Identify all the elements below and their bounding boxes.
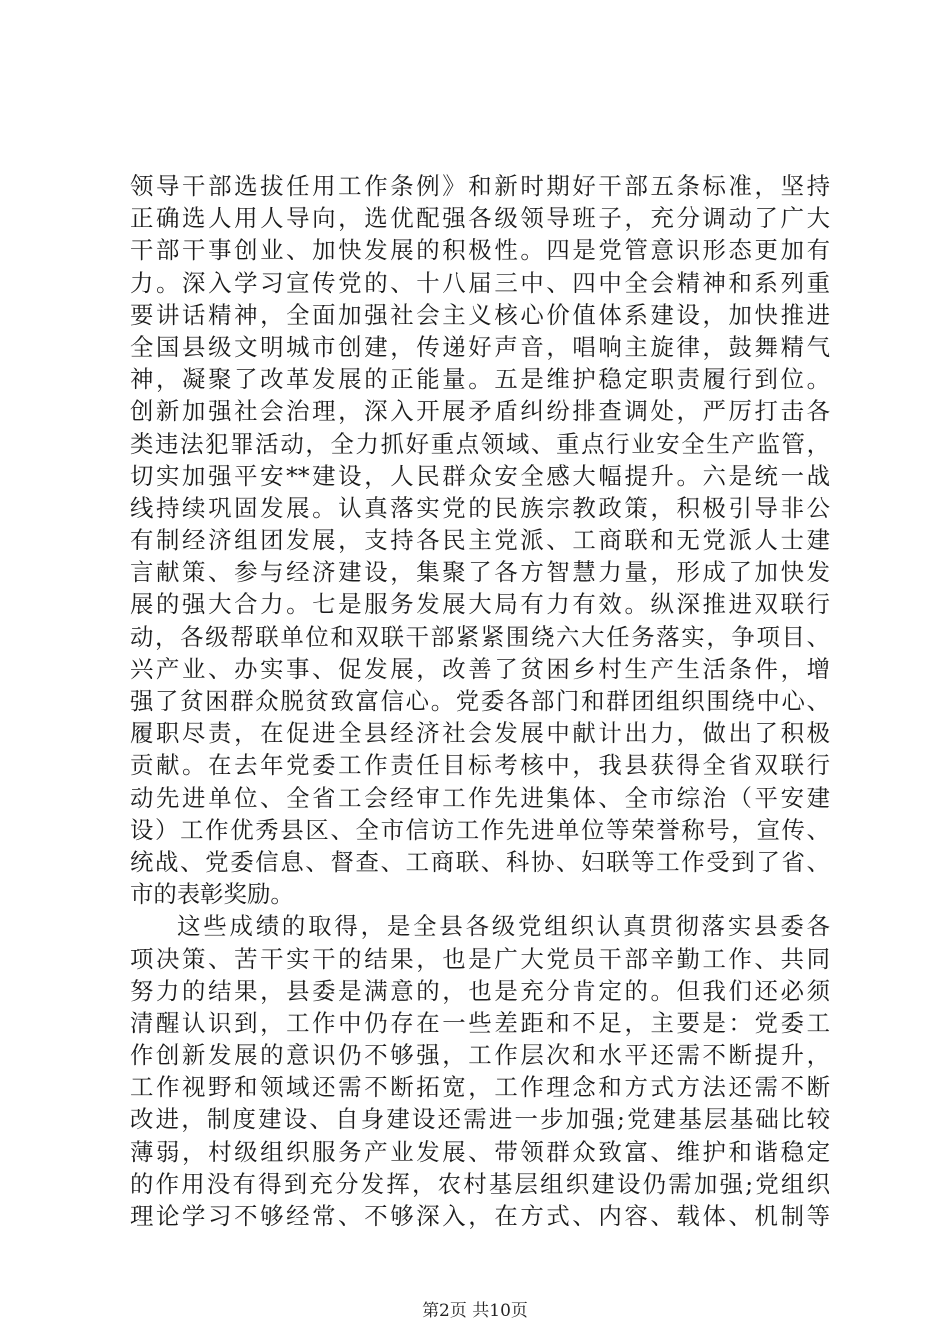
text-line: 统战、党委信息、督查、工商联、科协、妇联等工作受到了省、 [130,847,830,876]
text-line: 全国县级文明城市创建，传递好声音，唱响主旋律，鼓舞精气 [130,332,830,361]
text-line: 线持续巩固发展。认真落实党的民族宗教政策，积极引导非公 [130,493,830,522]
text-line: 有制经济组团发展，支持各民主党派、工商联和无党派人士建 [130,526,830,555]
text-line: 这些成绩的取得，是全县各级党组织认真贯彻落实县委各 [177,912,830,941]
text-line: 改进，制度建设、自身建设还需进一步加强;党建基层基础比较 [130,1105,830,1134]
text-line: 类违法犯罪活动，全力抓好重点领域、重点行业安全生产监管， [130,429,830,458]
text-line: 神，凝聚了改革发展的正能量。五是维护稳定职责履行到位。 [130,365,830,394]
text-line: 干部干事创业、加快发展的积极性。四是党管意识形态更加有 [130,236,830,265]
text-line: 领导干部选拔任用工作条例》和新时期好干部五条标准，坚持 [130,172,830,200]
text-line: 市的表彰奖励。 [130,880,294,909]
body-text [130,170,830,1232]
text-line: 清醒认识到，工作中仍存在一些差距和不足，主要是：党委工 [130,1008,830,1037]
text-line: 的作用没有得到充分发挥，农村基层组织建设仍需加强;党组织 [130,1169,830,1198]
text-line: 强了贫困群众脱贫致富信心。党委各部门和群团组织围绕中心、 [130,687,830,715]
text-line: 展的强大合力。七是服务发展大局有力有效。纵深推进双联行 [130,590,830,619]
text-line: 设）工作优秀县区、全市信访工作先进单位等荣誉称号，宣传、 [130,815,830,844]
paragraph [130,910,830,1232]
text-line: 要讲话精神，全面加强社会主义核心价值体系建设，加快推进 [130,300,830,329]
text-line: 创新加强社会治理，深入开展矛盾纠纷排查调处，严厉打击各 [130,397,830,426]
paragraph [130,170,830,910]
text-line: 作创新发展的意识仍不够强，工作层次和水平还需不断提升， [130,1041,830,1070]
text-line: 动，各级帮联单位和双联干部紧紧围绕六大任务落实，争项目、 [130,622,830,651]
text-line: 兴产业、办实事、促发展，改善了贫困乡村生产生活条件，增 [130,654,830,683]
text-line: 理论学习不够经常、不够深入，在方式、内容、载体、机制等 [130,1202,830,1230]
text-line: 动先进单位、全省工会经审工作先进集体、全市综治（平安建 [130,783,830,812]
text-line: 履职尽责，在促进全县经济社会发展中献计出力，做出了积极 [130,719,830,748]
page-footer: 第2页 共10页 [422,1301,528,1321]
text-line: 项决策、苦干实干的结果，也是广大党员干部辛勤工作、共同 [130,944,830,973]
text-line: 言献策、参与经济建设，集聚了各方智慧力量，形成了加快发 [130,558,830,587]
text-line: 贡献。在去年党委工作责任目标考核中，我县获得全省双联行 [130,751,830,780]
text-line: 努力的结果，县委是满意的，也是充分肯定的。但我们还必须 [130,976,830,1005]
text-line: 工作视野和领域还需不断拓宽，工作理念和方式方法还需不断 [130,1073,830,1102]
text-line: 正确选人用人导向，选优配强各级领导班子，充分调动了广大 [130,204,830,233]
text-line: 力。深入学习宣传党的、十八届三中、四中全会精神和系列重 [130,268,830,297]
text-line: 切实加强平安**建设，人民群众安全感大幅提升。六是统一战 [130,461,830,490]
text-line: 薄弱，村级组织服务产业发展、带领群众致富、维护和谐稳定 [130,1137,830,1166]
